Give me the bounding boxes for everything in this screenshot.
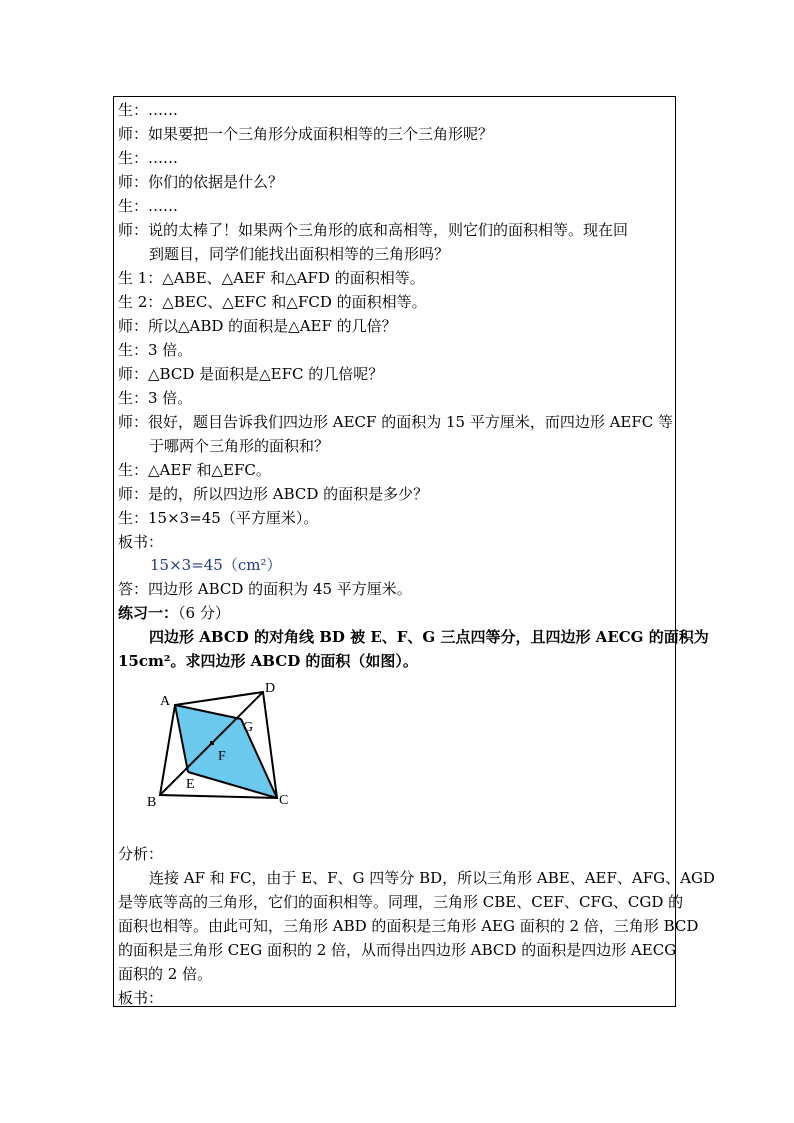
dialogue-line: 师：说的太棒了！如果两个三角形的底和高相等，则它们的面积相等。现在回 <box>118 221 629 239</box>
dialogue-line: 生：3 倍。 <box>118 341 193 359</box>
label-e: E <box>186 777 195 792</box>
label-b: B <box>147 795 157 810</box>
dialogue-line: 生：…… <box>118 197 179 215</box>
dialogue-line: 师：△BCD 是面积是△EFC 的几倍呢？ <box>118 365 384 383</box>
board-label: 板书： <box>118 989 164 1007</box>
dialogue-line: 师：你们的依据是什么？ <box>118 173 284 191</box>
board-calculation: 15×3=45（cm²） <box>150 556 282 574</box>
analysis-line: 连接 AF 和 FC，由于 E、F、G 四等分 BD，所以三角形 ABE、AEF、AFG、AGD <box>149 869 715 887</box>
analysis-line: 的面积是三角形 CEG 面积的 2 倍，从而得出四边形 ABCD 的面积是四边形 AECG <box>118 941 677 959</box>
label-g: G <box>243 720 254 735</box>
dialogue-line: 到题目，同学们能找出面积相等的三角形吗？ <box>149 245 450 263</box>
quadrilateral-figure <box>140 680 320 810</box>
answer-line: 答：四边形 ABCD 的面积为 45 平方厘米。 <box>118 580 412 598</box>
dialogue-line: 师：所以△ABD 的面积是△AEF 的几倍？ <box>118 317 397 335</box>
dialogue-line: 生：15×3=45（平方厘米）。 <box>118 509 319 527</box>
analysis-line: 面积的 2 倍。 <box>118 965 213 983</box>
analysis-line: 是等底等高的三角形，它们的面积相等。同理，三角形 CBE、CEF、CFG、CGD 的 <box>118 893 684 911</box>
label-d: D <box>265 681 276 696</box>
analysis-line: 面积也相等。由此可知，三角形 ABD 的面积是三角形 AEG 面积的 2 倍，三角形 BCD <box>118 917 699 935</box>
point-f-marker <box>210 741 214 745</box>
exercise-heading <box>118 601 230 625</box>
label-f: F <box>218 749 226 764</box>
dialogue-line: 生：△AEF 和△EFC。 <box>118 461 271 479</box>
dialogue-line: 生 1：△ABE、△AEF 和△AFD 的面积相等。 <box>118 269 425 287</box>
dialogue-line: 师：是的，所以四边形 ABCD 的面积是多少？ <box>118 485 429 503</box>
dialogue-line: 于哪两个三角形的面积和？ <box>149 437 330 455</box>
dialogue-line: 生 2：△BEC、△EFC 和△FCD 的面积相等。 <box>118 293 427 311</box>
problem-text: 四边形 ABCD 的对角线 BD 被 E、F、G 三点四等分，且四边形 AECG 的面积为 <box>149 628 709 646</box>
exercise-score: （6 分） <box>178 604 230 622</box>
label-a: A <box>160 694 171 709</box>
dialogue-line: 师：很好，题目告诉我们四边形 AECF 的面积为 15 平方厘米，而四边形 AEFC 等 <box>118 413 674 431</box>
dialogue-line: 师：如果要把一个三角形分成面积相等的三个三角形呢？ <box>118 125 494 143</box>
label-c: C <box>279 793 289 808</box>
dialogue-line: 生：…… <box>118 101 179 119</box>
dialogue-line: 板书： <box>118 533 164 551</box>
exercise-title: 练习一： <box>118 604 179 622</box>
dialogue-line: 生：3 倍。 <box>118 389 193 407</box>
analysis-title: 分析： <box>118 845 164 863</box>
dialogue-line: 生：…… <box>118 149 179 167</box>
problem-text: 15cm²。求四边形 ABCD 的面积（如图）。 <box>118 652 418 670</box>
